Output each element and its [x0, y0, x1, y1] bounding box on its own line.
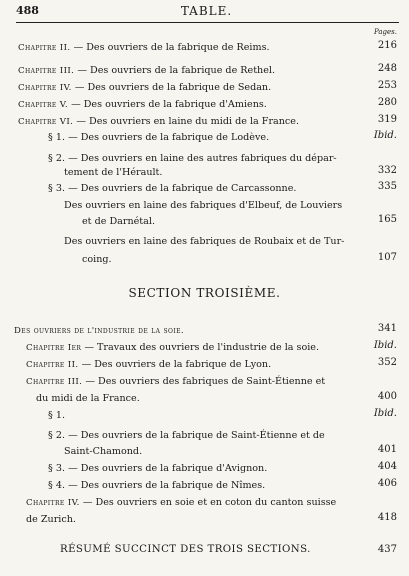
- entry-text: — Des ouvriers de la fabrique d'Amiens.: [71, 99, 267, 110]
- entry-label: Chapitre V.: [18, 100, 69, 110]
- entry-text: Des ouvriers en laine des fabriques d'Elbeuf, de Louviers: [64, 200, 343, 211]
- toc-entry-chapitre-2: [26, 357, 271, 373]
- toc-entry-chapitre-3: [18, 63, 275, 79]
- page-header: [16, 4, 397, 22]
- entry-page: 418: [377, 512, 397, 523]
- entry-text: — Des ouvriers en soie et en coton du canton suisse: [82, 497, 337, 508]
- entry-page: 400: [377, 391, 397, 402]
- entry-label: Chapitre IV.: [18, 83, 72, 93]
- entry-label: Chapitre III.: [26, 377, 83, 387]
- toc-entry-chapitre-4: [26, 495, 336, 511]
- entry-page: 253: [377, 80, 397, 91]
- resume-page: 437: [377, 544, 397, 555]
- running-title: TABLE.: [180, 4, 233, 18]
- toc-entry-chapitre-1: [26, 340, 319, 356]
- entry-page: 248: [377, 63, 397, 74]
- entry-text: — Des ouvriers de la fabrique de Carcassonne.: [68, 183, 297, 194]
- entry-page: 107: [377, 252, 397, 263]
- entry-label: § 3.: [48, 183, 65, 194]
- toc-entry-roubaix: [64, 234, 344, 250]
- entry-label: Chapitre IV.: [26, 498, 80, 508]
- toc-entry-section-1: [48, 130, 269, 146]
- entry-continuation: coing.: [82, 254, 112, 265]
- entry-continuation: Saint-Chamond.: [64, 446, 143, 457]
- entry-text: — Travaux des ouvriers de l'industrie de la soie.: [84, 342, 320, 353]
- entry-page: 341: [377, 323, 397, 334]
- entry-page: 335: [377, 181, 397, 192]
- entry-text: — Des ouvriers en laine du midi de la France.: [76, 116, 300, 127]
- toc-entry-section-3: [48, 181, 296, 197]
- header-rule: [16, 22, 399, 23]
- entry-page: 332: [377, 165, 397, 176]
- entry-page: Ibid.: [373, 408, 397, 419]
- toc-entry-chapitre-4: [18, 80, 271, 96]
- entry-page: 404: [377, 461, 397, 472]
- entry-text: — Des ouvriers de la fabrique de Lodève.: [68, 132, 270, 143]
- entry-continuation: tement de l'Hérault.: [64, 167, 163, 178]
- entry-page: 280: [377, 97, 397, 108]
- entry-page: 319: [377, 114, 397, 125]
- entry-label: § 1.: [48, 410, 65, 421]
- entry-page: Ibid.: [373, 340, 397, 351]
- entry-page: 216: [377, 40, 397, 51]
- entry-label: § 3.: [48, 463, 65, 474]
- entry-page: 352: [377, 357, 397, 368]
- entry-text: — Des ouvriers de la fabrique de Lyon.: [81, 359, 272, 370]
- entry-label: § 2.: [48, 153, 65, 164]
- entry-label: Chapitre II.: [18, 43, 71, 53]
- entry-text: — Des ouvriers de la fabrique de Sedan.: [74, 82, 272, 93]
- entry-label: § 4.: [48, 480, 65, 491]
- entry-text: — Des ouvriers en laine des autres fabriques du dépar-: [68, 153, 337, 164]
- entry-label: Chapitre VI.: [18, 117, 74, 127]
- toc-entry-silk-industry: [14, 323, 184, 339]
- toc-entry-section-4: [48, 478, 265, 494]
- section-title: SECTION TROISIÈME.: [128, 286, 281, 300]
- entry-page: 401: [377, 444, 397, 455]
- entry-label: Des ouvriers de l'industrie de la soie.: [14, 326, 184, 336]
- entry-label: Chapitre III.: [18, 66, 75, 76]
- toc-entry-chapitre-6: [18, 114, 299, 130]
- entry-page: Ibid.: [373, 130, 397, 141]
- entry-label: Chapitre Ier: [26, 343, 82, 353]
- toc-entry-elbeuf: [64, 198, 342, 214]
- entry-continuation: et de Darnétal.: [82, 216, 155, 227]
- entry-text: — Des ouvriers de la fabrique de Saint-Étienne et de: [68, 430, 325, 441]
- resume-title: RÉSUMÉ SUCCINCT DES TROIS SECTIONS.: [60, 544, 311, 555]
- entry-page: 165: [377, 214, 397, 225]
- entry-text: — Des ouvriers de la fabrique de Rethel.: [77, 65, 276, 76]
- entry-text: — Des ouvriers des fabriques de Saint-Étienne et: [85, 376, 326, 387]
- entry-text: — Des ouvriers de la fabrique de Reims.: [73, 42, 270, 53]
- entry-label: § 2.: [48, 430, 65, 441]
- entry-page: 406: [377, 478, 397, 489]
- entry-text: — Des ouvriers de la fabrique d'Avignon.: [68, 463, 268, 474]
- toc-entry-section-2: [48, 428, 325, 444]
- toc-entry-chapitre-3: [26, 374, 325, 390]
- toc-entry-chapitre-5: [18, 97, 267, 113]
- entry-label: § 1.: [48, 132, 65, 143]
- pages-column-label: Pages.: [373, 28, 397, 36]
- toc-entry-section-1: [48, 408, 65, 424]
- entry-text: — Des ouvriers de la fabrique de Nîmes.: [68, 480, 266, 491]
- entry-continuation: de Zurich.: [26, 514, 76, 525]
- entry-continuation: du midi de la France.: [36, 393, 140, 404]
- toc-entry-section-3: [48, 461, 267, 477]
- toc-entry-chapitre-2: [18, 40, 270, 56]
- entry-text: Des ouvriers en laine des fabriques de Roubaix et de Tur-: [64, 236, 345, 247]
- page-number: 488: [16, 4, 39, 17]
- entry-label: Chapitre II.: [26, 360, 79, 370]
